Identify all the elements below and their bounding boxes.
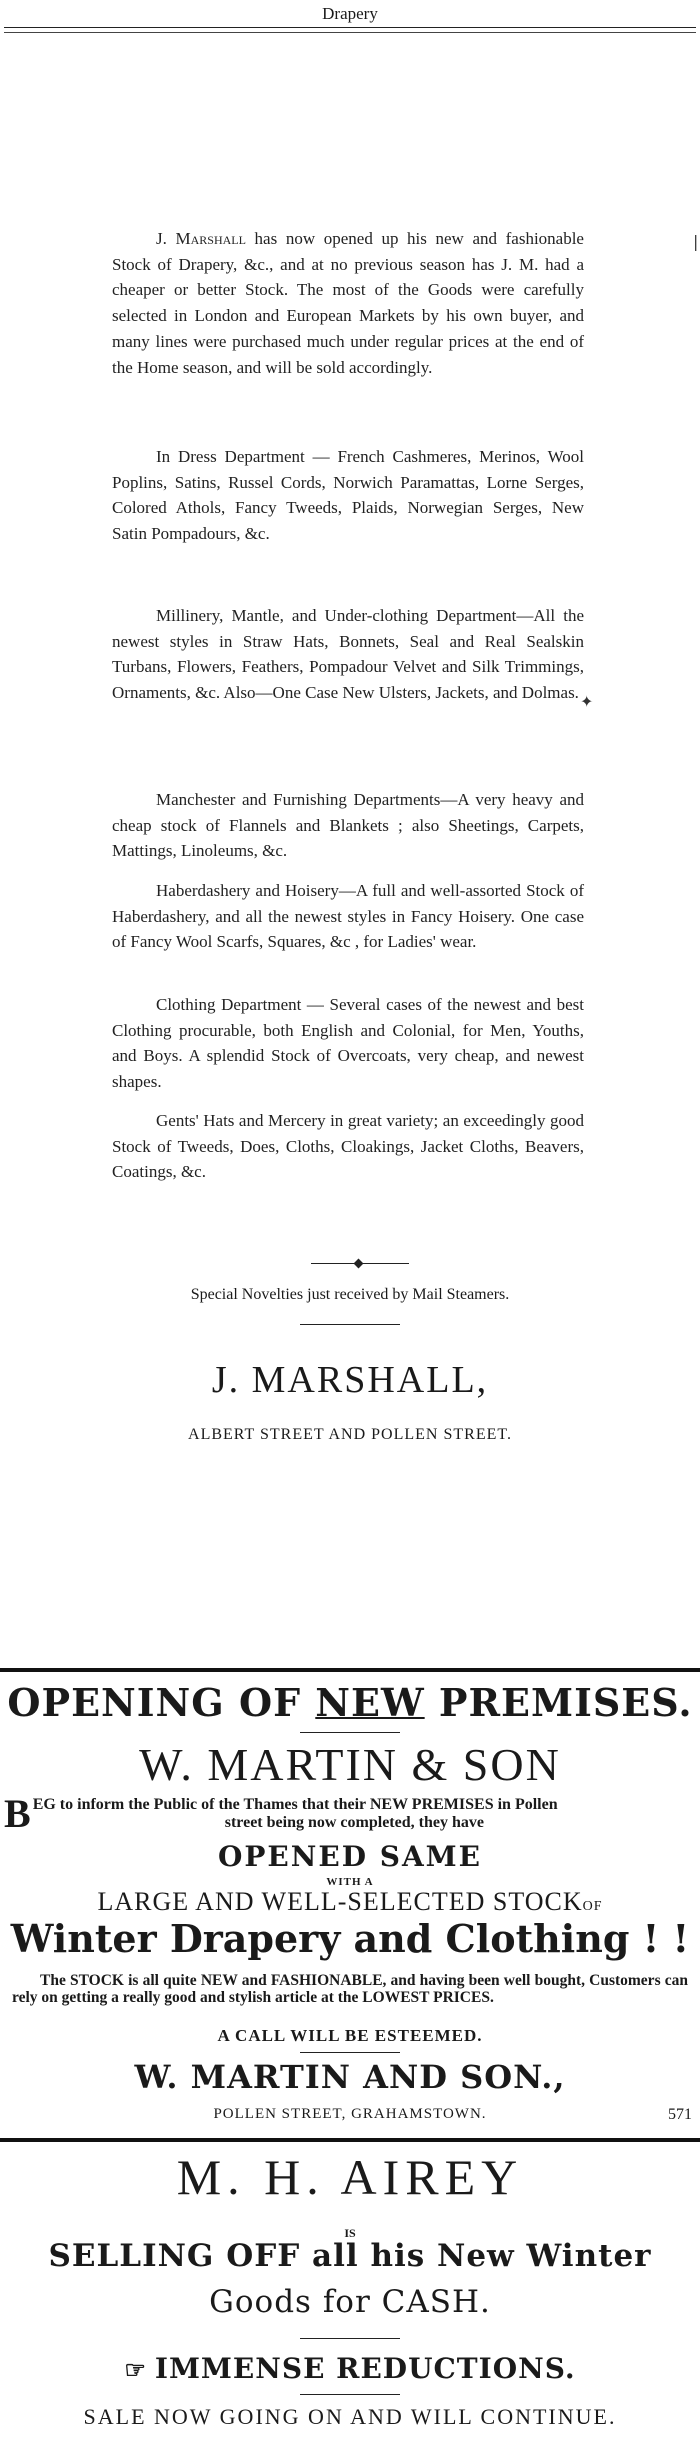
- marshall-paragraph-gents: Gents' Hats and Mercery in great variety; an exceedingly good Stock of Tweeds, Does, Cloths, Cloakings, Jacket Cloths, Beavers, Coatings, &c.: [112, 1111, 584, 1182]
- margin-mark: |: [693, 232, 699, 251]
- divider-rule: [300, 1324, 400, 1325]
- marshall-paragraph-dress: In Dress Department — French Cashmeres, Merinos, Wool Poplins, Satins, Russel Cords, Norwich Paramattas, Lorne Serges, Colored Athols, Fancy Tweeds, Plaids, Norwegian Serges, New Satin Pompadours, &c.: [112, 447, 584, 544]
- marshall-paragraph-haberdashery: Haberdashery and Hoisery—A full and well-assorted Stock of Haberdashery, and all the newest styles in Fancy Hoisery. One case of Fancy Wool Scarfs, Squares, &c , for Ladies' wear.: [112, 881, 584, 952]
- diamond-ornament: [311, 1259, 409, 1269]
- diamond-icon: [354, 1259, 364, 1269]
- sale-notice: SALE NOW GOING ON AND WILL CONTINUE.: [83, 2404, 617, 2429]
- header-rule-secondary: [4, 32, 696, 33]
- pointing-hand-icon: ☞: [124, 2355, 147, 2384]
- ad-number: 571: [668, 2106, 692, 2123]
- marshall-paragraph-millinery: Millinery, Mantle, and Under-clothing Department—All the newest styles in Straw Hats, Bonnets, Seal and Real Sealskin Turbans, Flowers, Feathers, Pompadour Velvet and Silk Trimmings, Ornaments, &c. Also—One Case New Ulsters, Jackets, and Dolmas.: [112, 606, 584, 703]
- martin-announcement: B EG to inform the Public of the Thames that their NEW PREMISES in Pollen street being now completed, they have: [4, 1791, 558, 1836]
- martin-signoff: W. MARTIN AND SON.,: [134, 2058, 566, 2096]
- novelties-notice: Special Novelties just received by Mail Steamers.: [190, 1286, 510, 1303]
- martin-address: POLLEN STREET, GRAHAMSTOWN.: [213, 2106, 487, 2122]
- stock-description: The STOCK is all quite NEW and FASHIONABLE, and having been well bought, Customers can rely on getting a really good and stylish article at the LOWEST PRICES.: [12, 1972, 688, 2006]
- marshall-paragraph-manchester: Manchester and Furnishing Departments—A very heavy and cheap stock of Flannels and Blankets ; also Sheetings, Carpets, Mattings, Linoleums, &c.: [112, 790, 584, 861]
- winter-drapery: Winter Drapery and Clothing ! !: [10, 1916, 690, 1961]
- goods-for-cash: Goods for CASH.: [209, 2284, 491, 2320]
- large-stock: LARGE AND WELL-SELECTED STOCKOF: [97, 1887, 603, 1916]
- martin-firm-name: W. MARTIN & SON: [139, 1739, 561, 1790]
- drop-cap: B: [4, 1791, 31, 1836]
- immense-reductions: ☞ IMMENSE REDUCTIONS.: [124, 2352, 576, 2385]
- ad-border: [0, 2138, 700, 2142]
- ad-border-top: [0, 1668, 700, 1672]
- divider-rule: [300, 1732, 400, 1733]
- marshall-paragraph-intro: J. Marshall has now opened up his new and fashionable Stock of Drapery, &c., and at no previous season has J. M. had a cheaper or better Stock. The most of the Goods were carefully selected in London and European Markets by his own buyer, and many lines were purchased much under regular prices at the end of the Home season, and will be sold accordingly.: [112, 229, 584, 377]
- marshall-address: ALBERT STREET AND POLLEN STREET.: [188, 1426, 512, 1443]
- page-header: [0, 0, 700, 40]
- martin-headline: OPENING OF NEW PREMISES.: [7, 1680, 693, 1725]
- airey-name: M. H. AIREY: [176, 2149, 524, 2205]
- margin-mark: ✦: [580, 692, 594, 711]
- section-title: Drapery: [322, 4, 378, 23]
- opened-same: OPENED SAME: [217, 1840, 483, 1873]
- divider-rule: [300, 2052, 400, 2053]
- call-esteemed: A CALL WILL BE ESTEEMED.: [217, 2026, 483, 2045]
- header-rule: [4, 27, 696, 28]
- selling-off: SELLING OFF all his New Winter: [48, 2238, 652, 2274]
- divider-rule: [300, 2394, 400, 2395]
- marshall-name: J. MARSHALL,: [211, 1359, 489, 1401]
- airey-is: IS: [344, 2226, 356, 2240]
- divider-rule: [300, 2338, 400, 2339]
- marshall-paragraph-clothing: Clothing Department — Several cases of the newest and best Clothing procurable, both English and Colonial, for Men, Youths, and Boys. A splendid Stock of Overcoats, very cheap, and newest shapes.: [112, 995, 584, 1092]
- with-a: WITH A: [326, 1876, 374, 1888]
